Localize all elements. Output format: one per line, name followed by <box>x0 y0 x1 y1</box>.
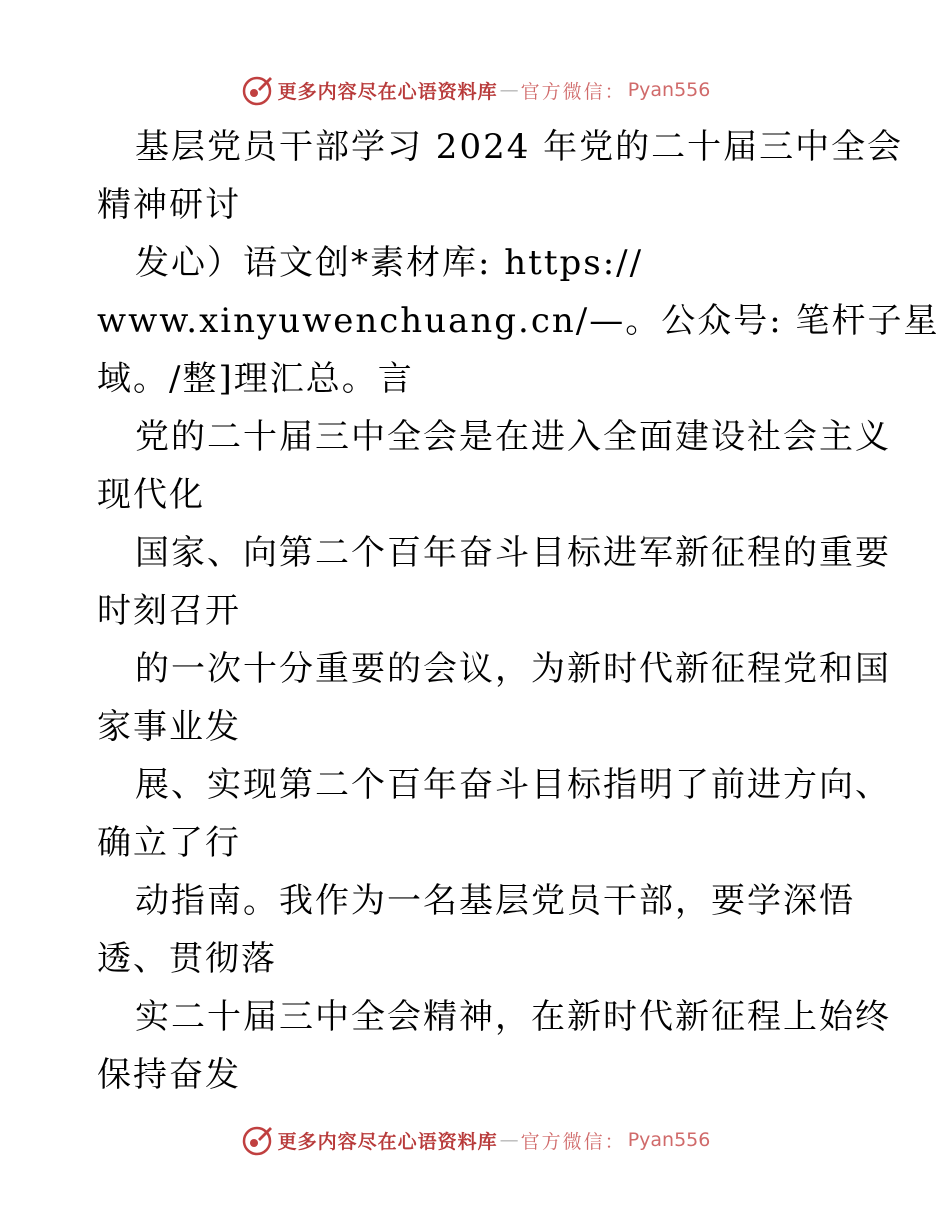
text-line: 保持奋发 <box>97 1055 241 1095</box>
banner-dash: — <box>499 79 519 101</box>
banner-wechat-id: Pyan556 <box>627 1129 711 1151</box>
banner-wechat-label: 官方微信： <box>520 1130 626 1153</box>
text-line: 的一次十分重要的会议，为新时代新征程党和国 <box>135 649 891 689</box>
header-watermark-banner <box>0 70 950 110</box>
text-line: 国家、向第二个百年奋斗目标进军新征程的重要 <box>135 533 891 573</box>
text-line: 基层党员干部学习 2024 年党的二十届三中全会 <box>135 127 904 167</box>
banner-wechat-label: 官方微信： <box>520 80 626 103</box>
banner-dash: — <box>499 1129 519 1151</box>
text-line: 域。/整]理汇总。言 <box>97 359 414 399</box>
text-line: www.xinyuwenchuang.cn/—。公众号: 笔杆子星 <box>97 301 940 341</box>
text-line: 动指南。我作为一名基层党员干部，要学深悟 <box>135 881 855 921</box>
text-line: 确立了行 <box>97 823 241 863</box>
text-line: 透、贯彻落 <box>97 939 277 979</box>
pen-logo-icon <box>240 73 274 107</box>
footer-watermark-banner <box>0 1120 950 1160</box>
text-line: 发心）语文创*素材库: https:// <box>135 243 644 283</box>
text-line: 家事业发 <box>97 707 241 747</box>
banner-main-text: 更多内容尽在心语资料库 <box>277 1130 498 1153</box>
pen-logo-icon <box>240 1123 274 1157</box>
text-line: 时刻召开 <box>97 591 241 631</box>
banner-main-text: 更多内容尽在心语资料库 <box>277 80 498 103</box>
document-body <box>97 118 940 1104</box>
text-line: 现代化 <box>97 475 205 515</box>
text-line: 实二十届三中全会精神，在新时代新征程上始终 <box>135 997 891 1037</box>
text-line: 精神研讨 <box>97 185 241 225</box>
banner-wechat-id: Pyan556 <box>627 79 711 101</box>
text-line: 展、实现第二个百年奋斗目标指明了前进方向、 <box>135 765 891 805</box>
text-line: 党的二十届三中全会是在进入全面建设社会主义 <box>135 417 891 457</box>
